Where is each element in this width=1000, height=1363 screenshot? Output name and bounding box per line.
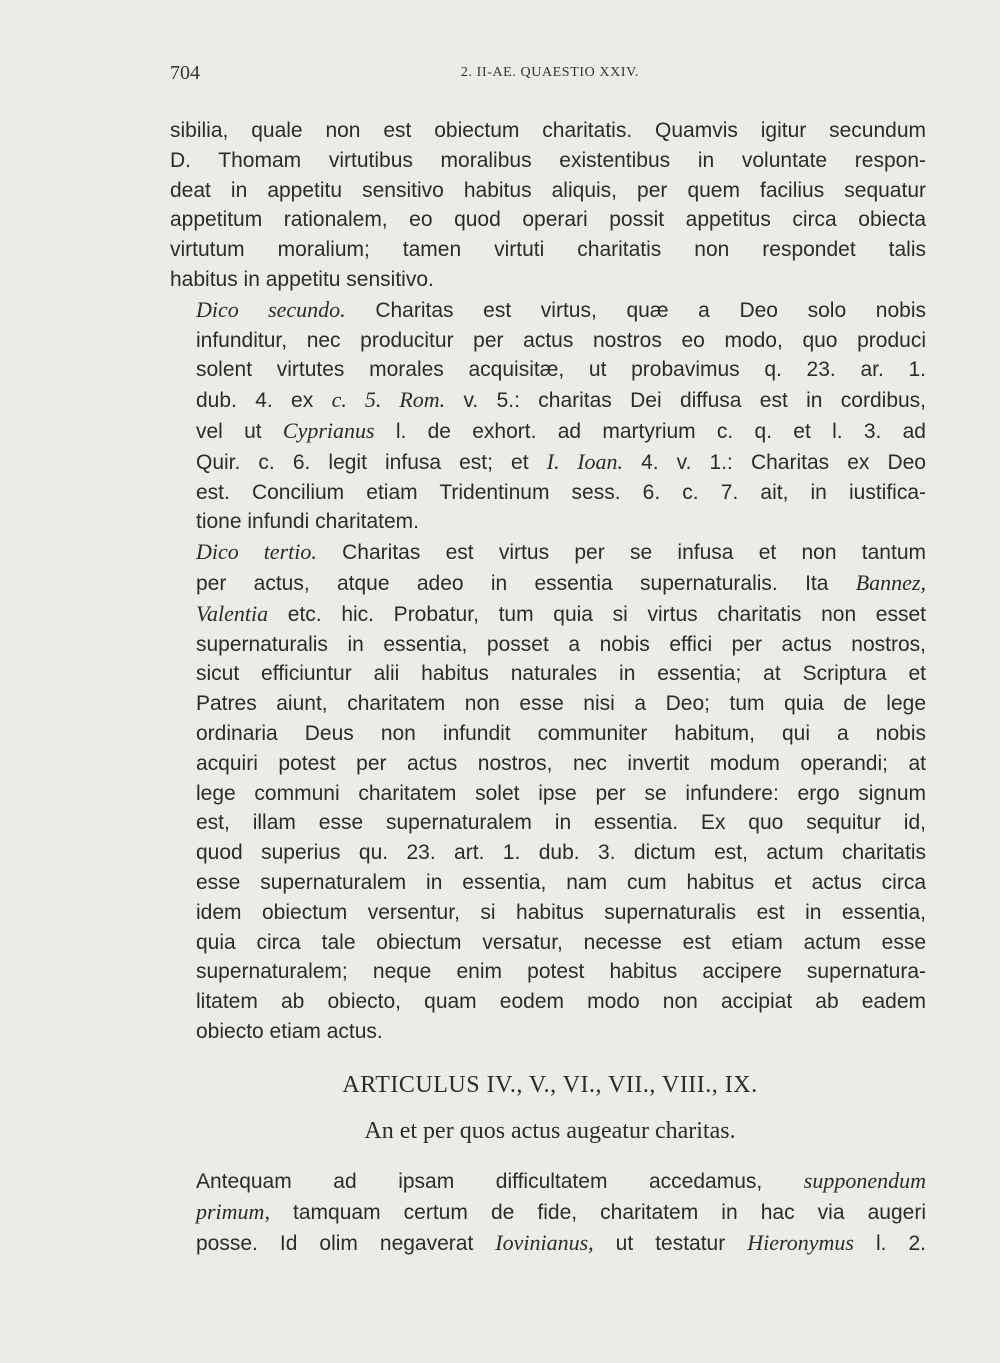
text-line: D. Thomam virtutibus moralibus existentibus in voluntate respon- bbox=[170, 148, 926, 172]
text-line: ordinaria Deus non infundit communiter habitum, qui a nobis bbox=[196, 721, 926, 745]
text-line: supernaturalem; neque enim potest habitus accipere supernatura- bbox=[196, 960, 926, 984]
text-line: litatem ab obiecto, quam eodem modo non accipiat ab eadem bbox=[196, 990, 926, 1014]
text-line: appetitum rationalem, eo quod operari possit appetitus circa obiecta bbox=[170, 208, 926, 232]
italic-term: primum, bbox=[196, 1198, 270, 1224]
text-line: obiecto etiam actus. bbox=[196, 1019, 383, 1043]
text-line: vel ut Cyprianus l. de exhort. ad martyrium c. q. et l. 3. ad bbox=[196, 417, 926, 443]
text-line: est, illam esse supernaturalem in essentia. Ex quo sequitur id, bbox=[196, 811, 926, 835]
text-line: per actus, atque adeo in essentia supernaturalis. Ita Bannez, bbox=[196, 569, 926, 595]
italic-name: Hieronymus bbox=[747, 1229, 854, 1255]
text-line: esse supernaturalem in essentia, nam cum habitus et actus circa bbox=[196, 870, 926, 894]
italic-reference: I. Ioan. bbox=[546, 448, 624, 474]
paragraph-antequam bbox=[170, 1166, 926, 1258]
italic-heading: Dico tertio. bbox=[196, 539, 317, 565]
text-line: Dico tertio. Charitas est virtus per se infusa et non tantum bbox=[196, 539, 926, 565]
paragraph-1 bbox=[170, 116, 926, 295]
text-line: Valentia etc. hic. Probatur, tum quia si virtus charitatis non esset bbox=[196, 600, 926, 626]
page-number: 704 bbox=[170, 62, 200, 84]
page-header bbox=[170, 62, 930, 88]
text-line: tione infundi charitatem. bbox=[196, 510, 419, 534]
text-line: sicut efficiuntur alii habitus naturales in essentia; at Scriptura et bbox=[196, 662, 926, 686]
text-line: supernaturalis in essentia, posset a nobis effici per actus nostros, bbox=[196, 632, 926, 656]
text-line: quod superius qu. 23. art. 1. dub. 3. dictum est, actum charitatis bbox=[196, 841, 926, 865]
paragraph-dico-tertio bbox=[170, 537, 926, 1047]
italic-reference: c. 5. Rom. bbox=[331, 387, 446, 413]
italic-heading: Dico secundo. bbox=[196, 296, 346, 322]
italic-term: supponendum bbox=[803, 1168, 926, 1193]
italic-name: Bannez, bbox=[855, 569, 926, 595]
text-line: primum, tamquam certum de fide, charitatem in hac via augeri bbox=[196, 1198, 926, 1224]
text-line: dub. 4. ex c. 5. Rom. v. 5.: charitas Dei diffusa est in cordibus, bbox=[196, 387, 927, 413]
italic-name: Valentia bbox=[196, 600, 269, 626]
text-line: posse. Id olim negaverat Iovinianus, ut testatur Hieronymus l. 2. bbox=[196, 1229, 926, 1255]
paragraph-dico-secundo bbox=[170, 295, 926, 537]
article-subtitle: An et per quos actus augeatur charitas. bbox=[364, 1118, 736, 1144]
main-text bbox=[170, 116, 926, 1047]
text-line: lege communi charitatem solet ipse per se infundere: ergo signum bbox=[196, 781, 926, 805]
text-line: idem obiectum versentur, si habitus supernaturalis est in essentia, bbox=[196, 900, 926, 924]
article-title: ARTICULUS IV., V., VI., VII., VIII., IX. bbox=[342, 1072, 758, 1098]
italic-name: Iovinianus, bbox=[495, 1229, 594, 1255]
running-head: 2. II-AE. QUAESTIO XXIV. bbox=[460, 65, 640, 80]
text-line: habitus in appetitu sensitivo. bbox=[170, 267, 434, 291]
text-line: infunditur, nec producitur per actus nostros eo modo, quo produci bbox=[196, 328, 926, 352]
text-line: virtutum moralium; tamen virtuti charitatis non respondet talis bbox=[170, 238, 926, 262]
italic-name: Cyprianus bbox=[282, 417, 375, 443]
text-line: quia circa tale obiectum versatur, necesse est etiam actum esse bbox=[196, 930, 926, 954]
text-line: solent virtutes morales acquisitæ, ut probavimus q. 23. ar. 1. bbox=[196, 358, 926, 382]
text-line: Dico secundo. Charitas est virtus, quæ a Deo solo nobis bbox=[196, 296, 926, 322]
text-line: Patres aiunt, charitatem non esse nisi a Deo; tum quia de lege bbox=[196, 692, 926, 716]
text-line: deat in appetitu sensitivo habitus aliquis, per quem facilius sequatur bbox=[170, 178, 926, 202]
text-line: Quir. c. 6. legit infusa est; et I. Ioan. 4. v. 1.: Charitas ex Deo bbox=[196, 448, 926, 474]
text-line: Antequam ad ipsam difficultatem accedamus, supponendum bbox=[196, 1168, 926, 1193]
article-text bbox=[170, 1166, 926, 1258]
text-line: acquiri potest per actus nostros, nec invertit modum operandi; at bbox=[196, 751, 926, 775]
text-line: sibilia, quale non est obiectum charitatis. Quamvis igitur secundum bbox=[170, 119, 926, 142]
text-line: est. Concilium etiam Tridentinum sess. 6. c. 7. ait, in iustifica- bbox=[196, 480, 926, 504]
